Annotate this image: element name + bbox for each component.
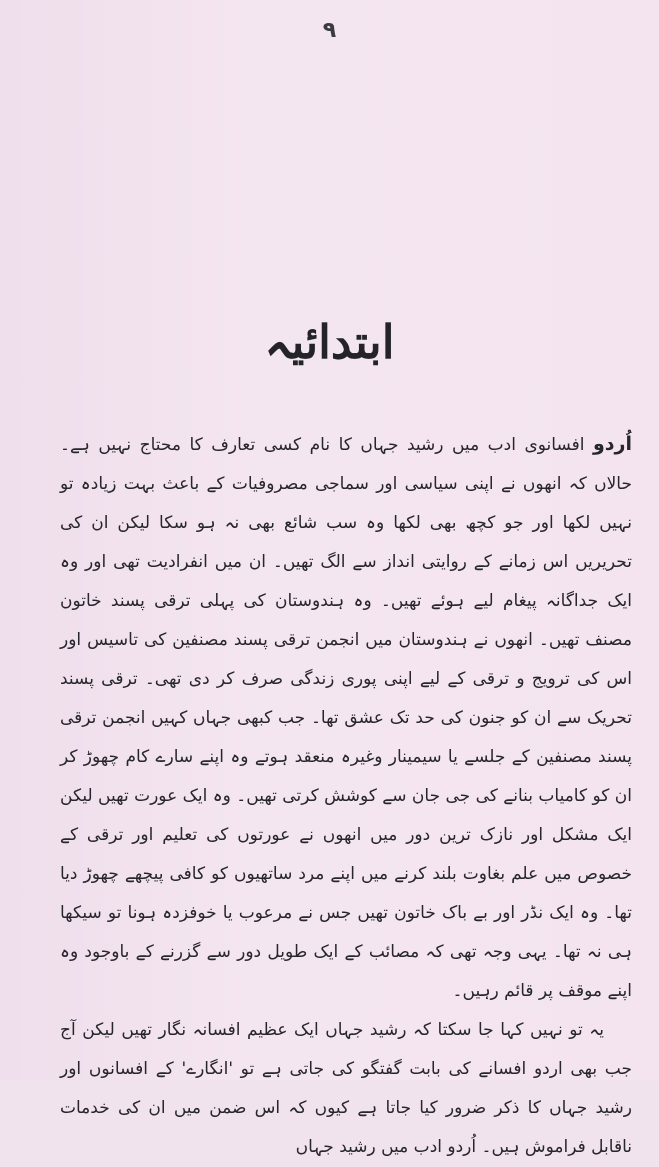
- paragraph-text: یہ تو نہیں کہا جا سکتا کہ رشید جہاں ایک عظیم افسانہ نگار تھیں لیکن آج جب بھی اردو افسانے کی بابت گفتگو کی جاتی ہے تو 'انگارے' کے افسانوں اور رشید جہاں کا ذکر ضرور کیا جاتا ہے کیوں کہ اس ضمن میں ان کی خدمات ناقابل فراموش ہیں۔ اُردو ادب میں رشید جہاں: [60, 1020, 632, 1157]
- bleed-through-line: [75, 270, 635, 284]
- paragraph-text: افسانوی ادب میں رشید جہاں کا نام کسی تعارف کا محتاج نہیں ہے۔ حالاں کہ انھوں نے اپنی سیاسی اور سماجی مصروفیات کے باعث بہت زیادہ تو نہیں لکھا اور جو کچھ بھی لکھا وہ سب شائع بھی نہ ہو سکا لیکن ان کی تحریریں اس زمانے کے روایتی انداز سے الگ تھیں۔ ان میں انفرادیت تھی اور وہ ایک جداگانہ پیغام لیے ہوئے تھیں۔ وہ ہندوستان کی پہلی ترقی پسند خاتون مصنف تھیں۔ انھوں نے ہندوستان میں انجمن ترقی پسند مصنفین کی تاسیس اور اس کی ترویج و ترقی کے لیے اپنی پوری زندگی صرف کر دی تھی۔ ترقی پسند تحریک سے ان کو جنون کی حد تک عشق تھا۔ جب کبھی جہاں کہیں انجمن ترقی پسند مصنفین کے جلسے یا سیمینار وغیرہ منعقد ہوتے وہ اپنے سارے کام چھوڑ کر ان کو کامیاب بنانے کی جی جان سے کوشش کرتی تھیں۔ وہ ایک عورت تھیں لیکن ایک مشکل اور نازک ترین دور میں انھوں نے عورتوں کی تعلیم اور ترقی کے خصوص میں علم بغاوت بلند کرنے میں اپنے مرد ساتھیوں کو کافی پیچھے چھوڑ دیا تھا۔ وہ ایک نڈر اور بے باک خاتون تھیں جس نے مرعوب یا خوفزدہ ہونا تو سیکھا ہی نہ تھا۔ یہی وجہ تھی کہ مصائب کے ایک طویل دور سے گزرنے کے باوجود وہ اپنے موقف پر قائم رہیں۔: [60, 435, 632, 1001]
- bleed-through-line: [75, 70, 635, 84]
- body-text: [60, 425, 632, 1167]
- paragraph-1: [60, 425, 632, 1011]
- chapter-title: ابتدائیہ: [264, 315, 395, 369]
- bleed-through-line: [75, 220, 635, 234]
- paragraph-2: [60, 1011, 632, 1167]
- paragraph-lead-word: اُردو: [592, 433, 632, 455]
- bleed-through-line: [75, 170, 635, 184]
- page-number: ۹: [322, 18, 337, 43]
- bleed-through-line: [75, 120, 635, 134]
